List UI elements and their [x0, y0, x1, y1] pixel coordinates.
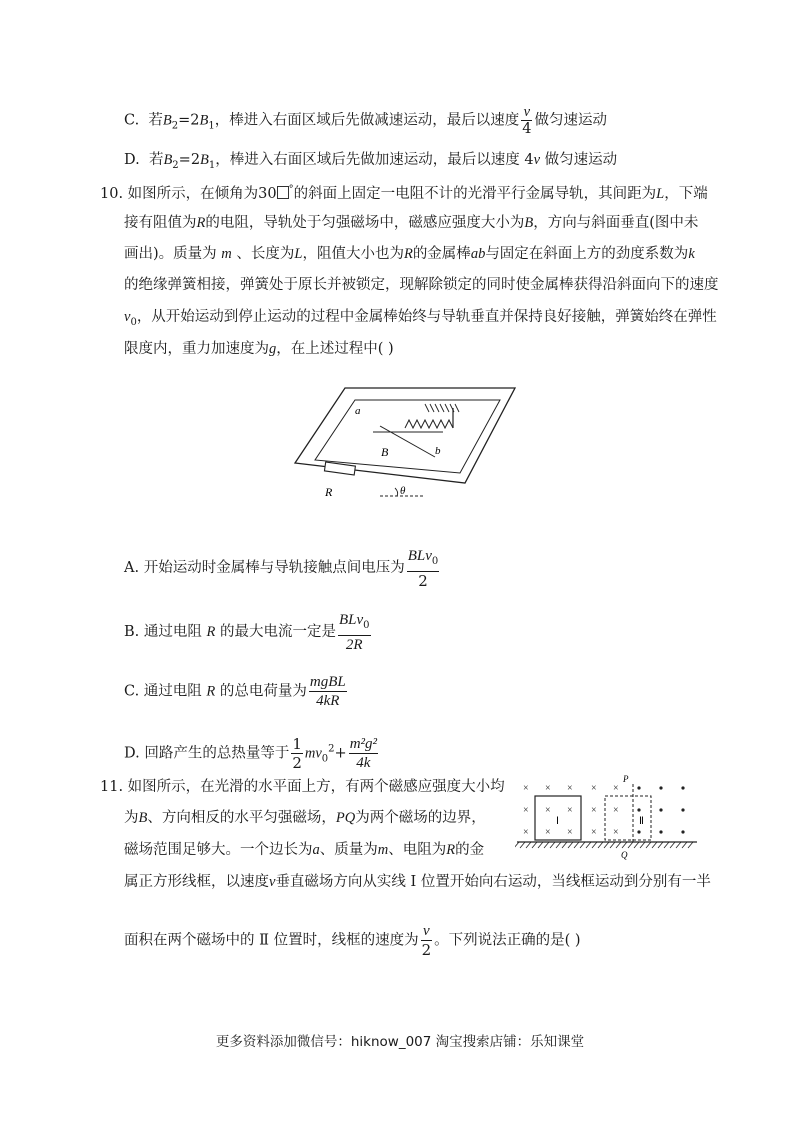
field-cross-mark: × [567, 805, 573, 816]
q9-option-c: C. 若$B_2=2B_1$，棒进入右面区域后先做减速运动，最后以速度 $\frac{v}{4}$ 做匀速运动 [124, 104, 607, 137]
ground-hatch [550, 842, 555, 848]
label-B: B [381, 445, 389, 459]
label-R: R [325, 485, 333, 499]
ground-hatch [580, 842, 585, 848]
q10-line-6: 限度内，重力加速度为g，在上述过程中( ) [124, 341, 394, 357]
ground-hatch [604, 842, 609, 848]
label-q: Q [621, 850, 628, 860]
ground-hatch [538, 842, 543, 848]
label-i: Ⅰ [556, 816, 559, 827]
q10-option-c: C. 通过电阻 R 的总电荷量为 $\frac{\text{mgBL}}{4kR}$ [124, 674, 346, 709]
ground-hatch [574, 842, 579, 848]
field-dot-mark [681, 808, 684, 811]
footer-contact: 更多资料添加微信号：hiknow_007 淘宝搜索店铺：乐知课堂 [215, 1034, 585, 1050]
q10-line-2: 接有阻值为R的电阻，导轨处于匀强磁场中，磁感应强度大小为B，方向与斜面垂直(图中未 [124, 215, 699, 231]
label-b: b [435, 445, 441, 457]
ground-hatch [640, 842, 645, 848]
label-a: a [355, 405, 361, 417]
field-cross-mark: × [523, 783, 529, 794]
q11-line-5: 面积在两个磁场中的 Ⅱ 位置时，线框的速度为 $\frac{v}{2}$ 。下列说法正确的是( ) [124, 923, 581, 959]
ground-hatch [670, 842, 675, 848]
frame-position-2 [605, 796, 651, 840]
ground-hatch [622, 842, 627, 848]
q11-magnetic-field-figure [515, 772, 705, 862]
field-dot-mark [681, 830, 684, 833]
ground-hatch [598, 842, 603, 848]
q11-number: 11. [100, 779, 124, 795]
ground-hatch [664, 842, 669, 848]
q11-line-2: 为B、方向相反的水平匀强磁场，PQ为两个磁场的边界， [124, 810, 486, 826]
q10-line-5: $v_0$，从开始运动到停止运动的过程中金属棒始终与导轨垂直并保持良好接触，弹簧始终在弹性 [124, 309, 717, 328]
q10-line-4: 的绝缘弹簧相接，弹簧处于原长并被锁定，现解除锁定的同时使金属棒获得沿斜面向下的速度 [124, 277, 719, 293]
q10-line-1: 10. 如图所示，在倾角为30 °的斜面上固定一电阻不计的光滑平行金属导轨，其间距为L，下端 [100, 184, 708, 202]
label-ii: Ⅱ [639, 816, 644, 827]
ground-hatch [520, 842, 525, 848]
field-cross-mark: × [613, 827, 619, 838]
ground-hatch [634, 842, 639, 848]
field-dot-mark [659, 808, 662, 811]
ground-hatch [628, 842, 633, 848]
q10-option-a: A. 开始运动时金属棒与导轨接触点间电压为 $\frac{BLv_0}{2}$ [124, 548, 439, 590]
ground-hatch [616, 842, 621, 848]
q10-option-d: D. 回路产生的总热量等于 $\frac{1}{2}$ $mv_0^2+$ $\frac{\text{m²g²}}{4k}$ [124, 735, 378, 772]
resistor-r [324, 462, 355, 475]
field-dot-mark [659, 786, 662, 789]
q9-option-d: D. 若$B_2=2B_1$，棒进入右面区域后先做加速运动，最后以速度 4v 做匀速运动 [124, 152, 618, 171]
spring [405, 420, 453, 428]
ground-hatch [544, 842, 549, 848]
field-cross-mark: × [591, 783, 597, 794]
field-cross-mark: × [567, 783, 573, 794]
q10-option-b: B. 通过电阻 R 的最大电流一定是 $\frac{BLv_0}{2R}$ [124, 612, 370, 653]
field-dot-mark [681, 786, 684, 789]
ground-hatch [592, 842, 597, 848]
q10-number: 10. [100, 185, 124, 202]
field-cross-mark: × [545, 827, 551, 838]
ground-hatch [652, 842, 657, 848]
q11-line-1: 11. 如图所示，在光滑的水平面上方，有两个磁感应强度大小均 [100, 779, 505, 795]
ground-hatch [562, 842, 567, 848]
field-cross-mark: × [545, 783, 551, 794]
label-p: P [623, 774, 629, 784]
ground-hatch [676, 842, 681, 848]
field-cross-mark: × [523, 827, 529, 838]
label-theta: θ [400, 485, 406, 497]
field-dot-mark [637, 830, 640, 833]
ground-hatch [586, 842, 591, 848]
field-cross-mark: × [613, 783, 619, 794]
field-dot-mark [659, 830, 662, 833]
field-cross-mark: × [523, 805, 529, 816]
q11-line-4: 属正方形线框，以速度v垂直磁场方向从实线 Ⅰ 位置开始向右运动，当线框运动到分别有一半 [124, 874, 711, 890]
field-cross-mark: × [567, 827, 573, 838]
ground-hatch [682, 842, 687, 848]
ground-hatch [610, 842, 615, 848]
ground-hatch [556, 842, 561, 848]
ground-hatch [568, 842, 573, 848]
ground-hatch [526, 842, 531, 848]
ground-hatch [658, 842, 663, 848]
field-cross-mark: × [613, 805, 619, 816]
ground-hatch [688, 842, 693, 848]
ground-hatch [532, 842, 537, 848]
field-dot-mark [637, 786, 640, 789]
ground-hatch [646, 842, 651, 848]
field-cross-mark: × [545, 805, 551, 816]
field-cross-mark: × [591, 827, 597, 838]
field-cross-mark: × [591, 805, 597, 816]
q11-line-3: 磁场范围足够大。一个边长为a、质量为m、电阻为R的金 [124, 842, 485, 858]
field-dot-mark [637, 808, 640, 811]
q10-incline-figure [285, 378, 525, 518]
q10-line-3: 画出)。质量为 m 、长度为L，阻值大小也为R的金属棒ab与固定在斜面上方的劲度系数为k [124, 246, 695, 262]
ground-hatch [515, 842, 519, 848]
